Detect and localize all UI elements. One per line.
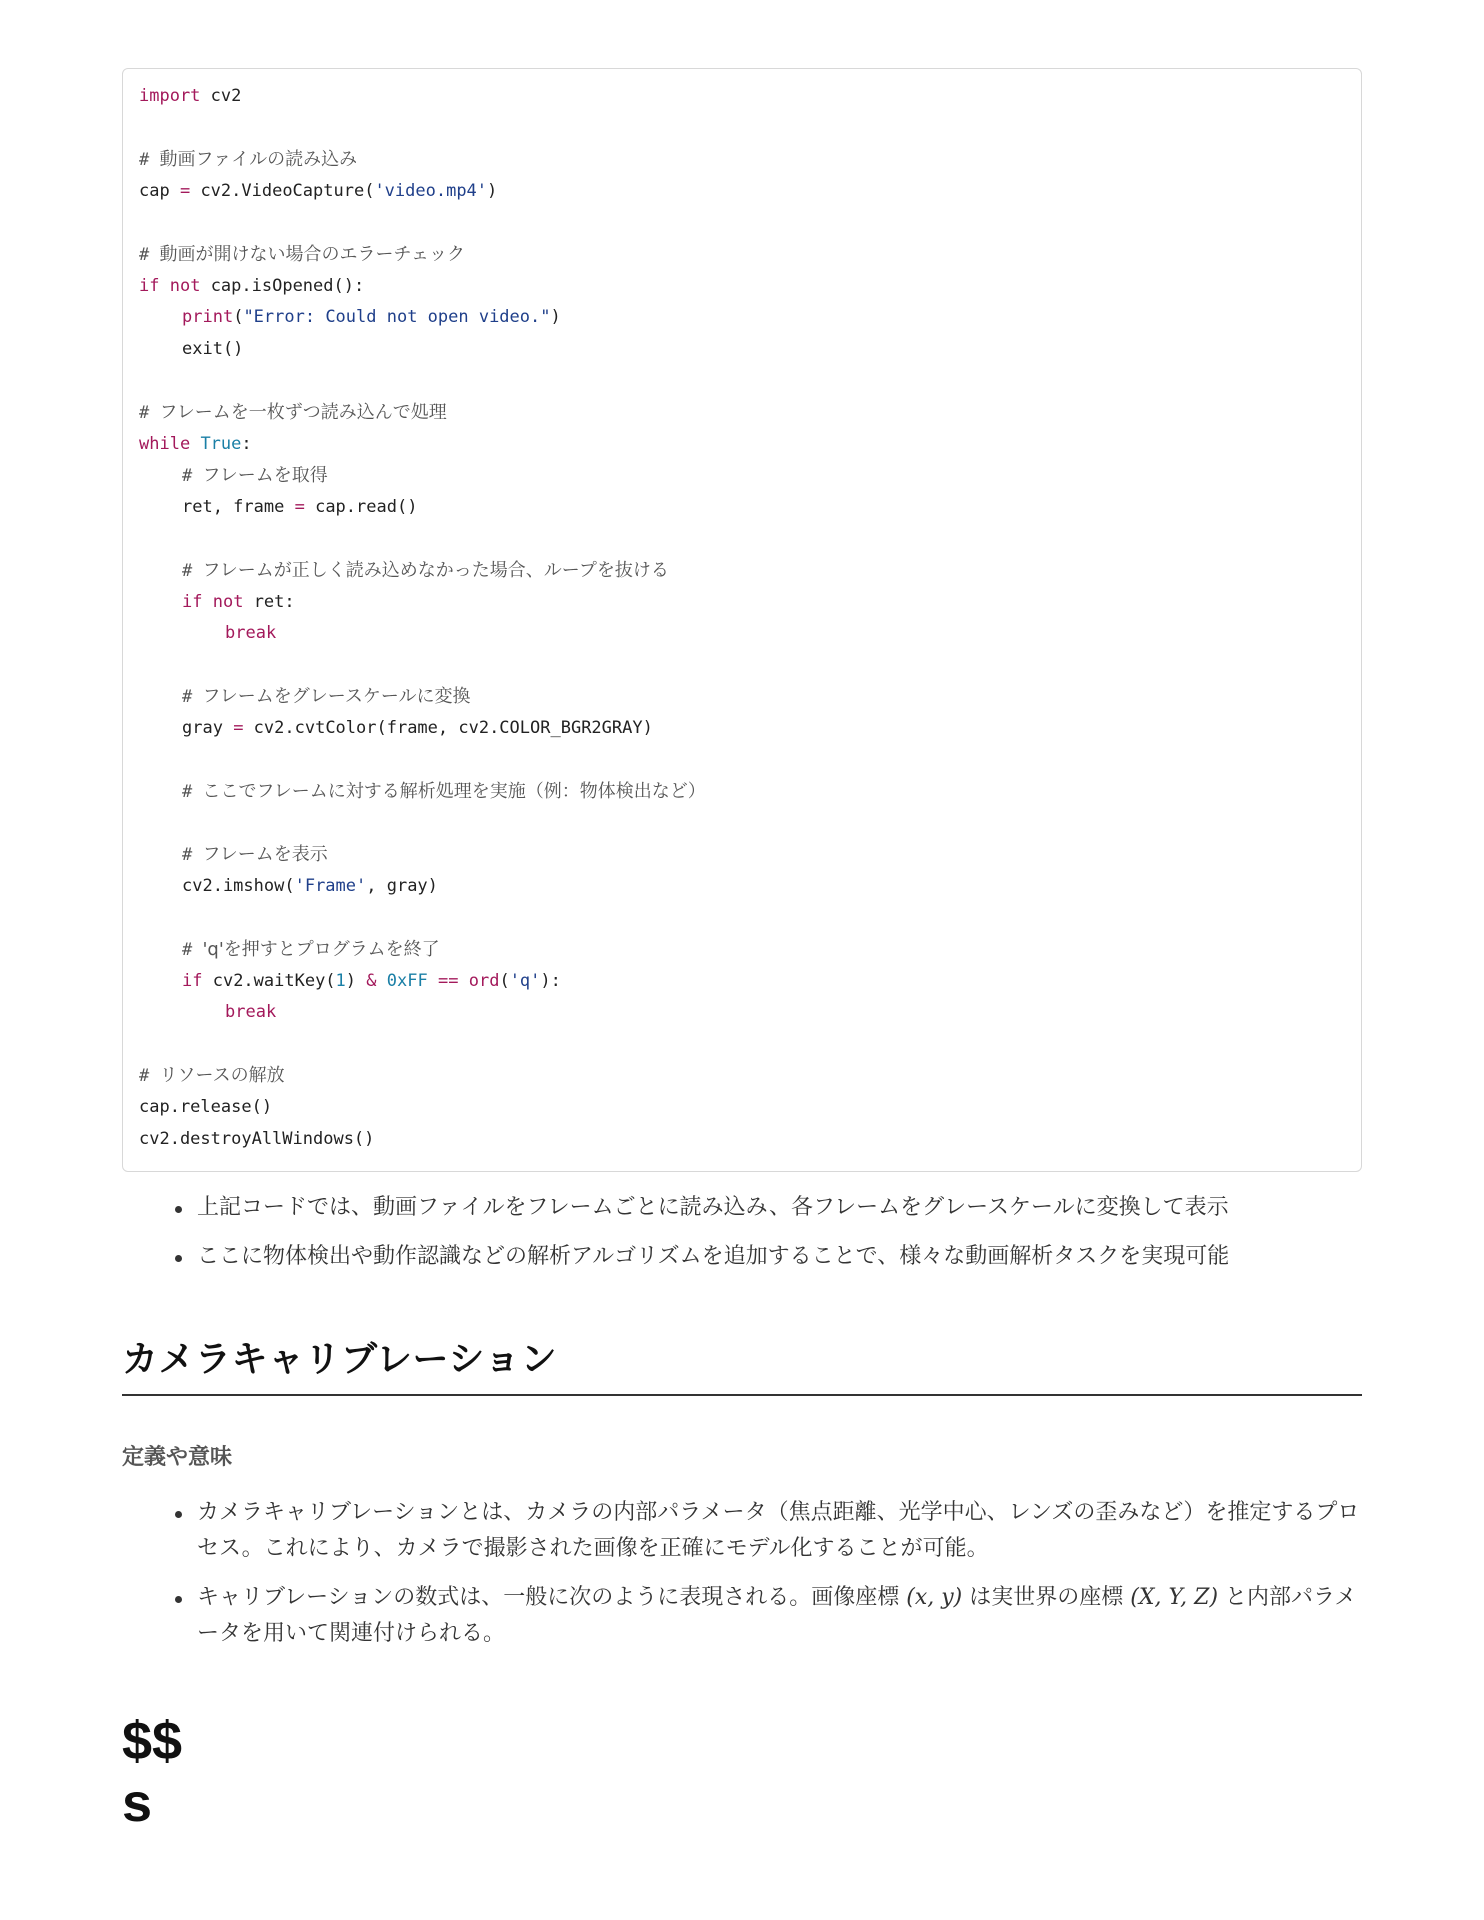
- code-token: [190, 434, 200, 454]
- list-item: ここに物体検出や動作認識などの解析アルゴリズムを追加することで、様々な動画解析タスクを実現可能: [197, 1239, 1362, 1275]
- code-line: [139, 997, 1345, 1029]
- code-token: ): [550, 307, 561, 328]
- code-line: [139, 460, 1345, 492]
- code-token: if: [182, 591, 203, 612]
- code-comment: 動画が開けない場合のエラーチェック: [159, 243, 465, 265]
- code-token: cap.read(): [304, 496, 418, 517]
- code-token: cap.isOpened():: [200, 275, 365, 296]
- code-token: (: [499, 970, 510, 991]
- code-comment: フレームを表示: [202, 844, 328, 866]
- code-line: [139, 871, 1345, 903]
- code-token: =: [294, 496, 305, 517]
- comment-marker: #: [182, 782, 203, 803]
- code-token: :: [241, 433, 252, 454]
- code-line: [139, 113, 1345, 145]
- code-token: [458, 971, 468, 991]
- list-item: [197, 1580, 1362, 1652]
- code-token: [202, 592, 212, 612]
- code-line: [139, 681, 1345, 713]
- comment-marker: #: [182, 845, 203, 866]
- code-line: [139, 302, 1345, 334]
- code-block: [122, 68, 1362, 1172]
- code-line: [139, 776, 1345, 808]
- code-comment: 動画ファイルの読み込み: [159, 149, 358, 171]
- code-line: [139, 555, 1345, 587]
- code-token: 'video.mp4': [374, 180, 488, 201]
- code-token: (: [233, 307, 244, 328]
- code-token: 1: [335, 970, 346, 991]
- code-token: cv2.destroyAllWindows(): [139, 1128, 375, 1149]
- code-line: [139, 176, 1345, 208]
- code-line: [139, 839, 1345, 871]
- code-line: [139, 1124, 1345, 1156]
- math-inline: (x, y): [906, 1585, 963, 1611]
- code-token: ): [345, 970, 367, 991]
- code-token: cv2.waitKey(: [202, 970, 336, 991]
- code-token: cv2.cvtColor(frame, cv2.COLOR_BGR2GRAY): [243, 717, 653, 738]
- code-line: [139, 618, 1345, 650]
- code-token: =: [179, 180, 191, 201]
- code-line: [139, 207, 1345, 239]
- code-token: not: [212, 591, 244, 612]
- list-item: カメラキャリブレーションとは、カメラの内部パラメータ（焦点距離、光学中心、レンズの歪みなど）を推定するプロセス。これにより、カメラで撮影された画像を正確にモデル化することが可能。: [197, 1495, 1362, 1567]
- code-token: =: [233, 717, 244, 738]
- code-line: [139, 492, 1345, 524]
- code-token: [159, 276, 169, 296]
- code-token: if: [182, 970, 203, 991]
- code-line: [139, 429, 1345, 461]
- code-line: [139, 81, 1345, 113]
- code-line: [139, 271, 1345, 303]
- code-line: [139, 397, 1345, 429]
- code-token: True: [200, 433, 242, 454]
- code-line: [139, 239, 1345, 271]
- code-comment: フレームを取得: [202, 465, 328, 487]
- code-token: cv2.VideoCapture(: [190, 180, 375, 201]
- code-line: [139, 523, 1345, 555]
- code-token: ret:: [243, 591, 295, 612]
- comment-marker: #: [139, 402, 160, 423]
- comment-marker: #: [139, 244, 160, 265]
- math-block-text: s: [122, 1773, 153, 1834]
- code-comment: フレームを一枚ずつ読み込んで処理: [159, 401, 447, 423]
- comment-marker: #: [182, 560, 203, 581]
- comment-marker: #: [182, 466, 203, 487]
- text-segment: は実世界の座標: [962, 1585, 1131, 1611]
- code-token: "Error: Could not open video.": [243, 307, 551, 328]
- text-segment: キャリブレーションの数式は、一般に次のように表現される。画像座標: [197, 1585, 907, 1611]
- text-segment: と内部パラメータを用いて関連付けられる。: [197, 1585, 1357, 1647]
- definition-list: [122, 1495, 1362, 1652]
- code-token: exit(): [182, 338, 244, 359]
- comment-marker: #: [139, 1066, 160, 1087]
- comment-marker: #: [139, 150, 160, 171]
- code-line: [139, 144, 1345, 176]
- section-heading: カメラキャリブレーション: [122, 1331, 1362, 1396]
- code-line: [139, 650, 1345, 682]
- code-token: cap: [139, 180, 180, 201]
- code-token: 'Frame': [294, 875, 367, 896]
- code-line: [139, 713, 1345, 745]
- code-line: [139, 365, 1345, 397]
- comment-marker: #: [182, 940, 203, 961]
- comment-marker: #: [182, 687, 203, 708]
- code-token: 0xFF: [386, 970, 428, 991]
- code-line: [139, 902, 1345, 934]
- code-token: ): [487, 180, 498, 201]
- code-token: ==: [437, 970, 459, 991]
- code-comment: フレームが正しく読み込めなかった場合、ループを抜ける: [202, 559, 669, 581]
- code-token: ret, frame: [182, 496, 295, 517]
- code-line: [139, 334, 1345, 366]
- code-token: &: [366, 970, 377, 991]
- code-line: [139, 587, 1345, 619]
- code-token: [377, 971, 387, 991]
- code-token: print: [182, 307, 234, 328]
- code-token: break: [225, 623, 277, 644]
- code-line: [139, 1029, 1345, 1061]
- summary-list: [122, 1190, 1362, 1275]
- code-comment: リソースの解放: [159, 1065, 285, 1087]
- code-line: [139, 1092, 1345, 1124]
- code-line: [139, 934, 1345, 966]
- code-token: while: [139, 433, 191, 454]
- code-token: ord: [468, 970, 500, 991]
- code-line: [139, 1060, 1345, 1092]
- code-line: [139, 808, 1345, 840]
- code-token: cv2: [200, 86, 242, 106]
- code-token: [428, 971, 438, 991]
- math-inline: (X, Y, Z): [1130, 1585, 1219, 1611]
- code-line: [139, 744, 1345, 776]
- code-line: [139, 966, 1345, 998]
- list-item: 上記コードでは、動画ファイルをフレームごとに読み込み、各フレームをグレースケールに変換して表示: [197, 1190, 1362, 1226]
- code-token: cv2.imshow(: [182, 875, 295, 896]
- code-token: 'q': [509, 970, 541, 991]
- subsection-heading: 定義や意味: [122, 1445, 233, 1471]
- code-token: gray: [182, 717, 234, 738]
- code-token: not: [169, 275, 201, 296]
- code-comment: ここでフレームに対する解析処理を実施（例：物体検出など）: [202, 781, 706, 803]
- math-block-delimiter: $$: [122, 1711, 183, 1772]
- code-comment: 'q'を押すとプログラムを終了: [202, 939, 440, 961]
- code-token: import: [139, 86, 201, 106]
- code-token: cap.release(): [139, 1097, 273, 1117]
- code-comment: フレームをグレースケールに変換: [202, 686, 471, 708]
- code-token: if: [139, 275, 160, 296]
- document-page: [122, 68, 1362, 1834]
- code-token: break: [225, 1002, 277, 1023]
- code-token: , gray): [366, 875, 438, 896]
- code-token: ):: [540, 970, 561, 991]
